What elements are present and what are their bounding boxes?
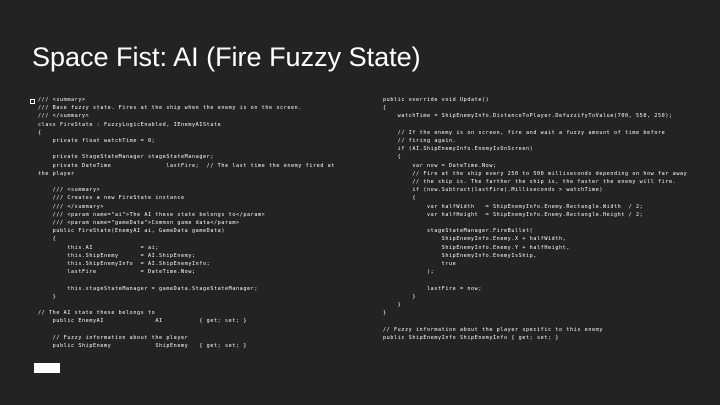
slide-number-box [34, 363, 60, 373]
code-block-right: public override void Update() { watchTime = ShipEnemyInfo.DistanceToPlayer.DefuzzifyToValue(700, 550, 250); // If the enemy is on screen, fire and wait a fuzzy amount of time before // firing again. if (AI.ShipEnemyInfo.EnemyIsOnScreen) { var now = DateTime.Now; // Fire at the ship every 250 to 500 milliseconds depending on how far away // the ship is. The farther the ship is, the faster the enemy will fire. if (now.Subtract(lastFire).Milliseconds > watchTime) { var halfWidth = ShipEnemyInfo.Enemy.Rectangle.Width / 2; var halfHeight = ShipEnemyInfo.Enemy.Rectangle.Height / 2; stageStateManager.FireBullet( ShipEnemyInfo.Enemy.X + halfWidth, ShipEnemyInfo.Enemy.Y + halfHeight, ShipEnemyInfo.EnemyIsShip, true ); lastFire = now; } } } // Fuzzy information about the player specific to this enemy public ShipEnemyInfo ShipEnemyInfo { get; set; } [383, 97, 688, 341]
slide-title: Space Fist: AI (Fire Fuzzy State) [32, 42, 421, 72]
bullet-square-icon [30, 99, 35, 104]
code-block-left: /// <summary> /// Base fuzzy state. Fires at the ship when the enemy is on the screen. /// </summary> class FireState : FuzzyLogicEnabled, IEnemyAIState { private float watchTime = 0; private StageStateManager stageStateManager; private DateTime lastFire; // The last time the enemy fired at the player /// <summary> /// Creates a new FireState instance /// </summary> /// <param name="ai">The AI these state belongs to</param> /// <param name="gameData">Common game data</param> public FireState(EnemyAI ai, GameData gameData) { this.AI = ai; this.ShipEnemy = AI.ShipEnemy; this.ShipEnemyInfo = AI.ShipEnemyInfo; lastFire = DateTime.Now; this.stageStateManager = gameData.StageStateManager; } // The AI state these belongs to public EnemyAI AI { get; set; } // Fuzzy information about the player public ShipEnemy ShipEnemy { get; set; } [38, 97, 336, 350]
